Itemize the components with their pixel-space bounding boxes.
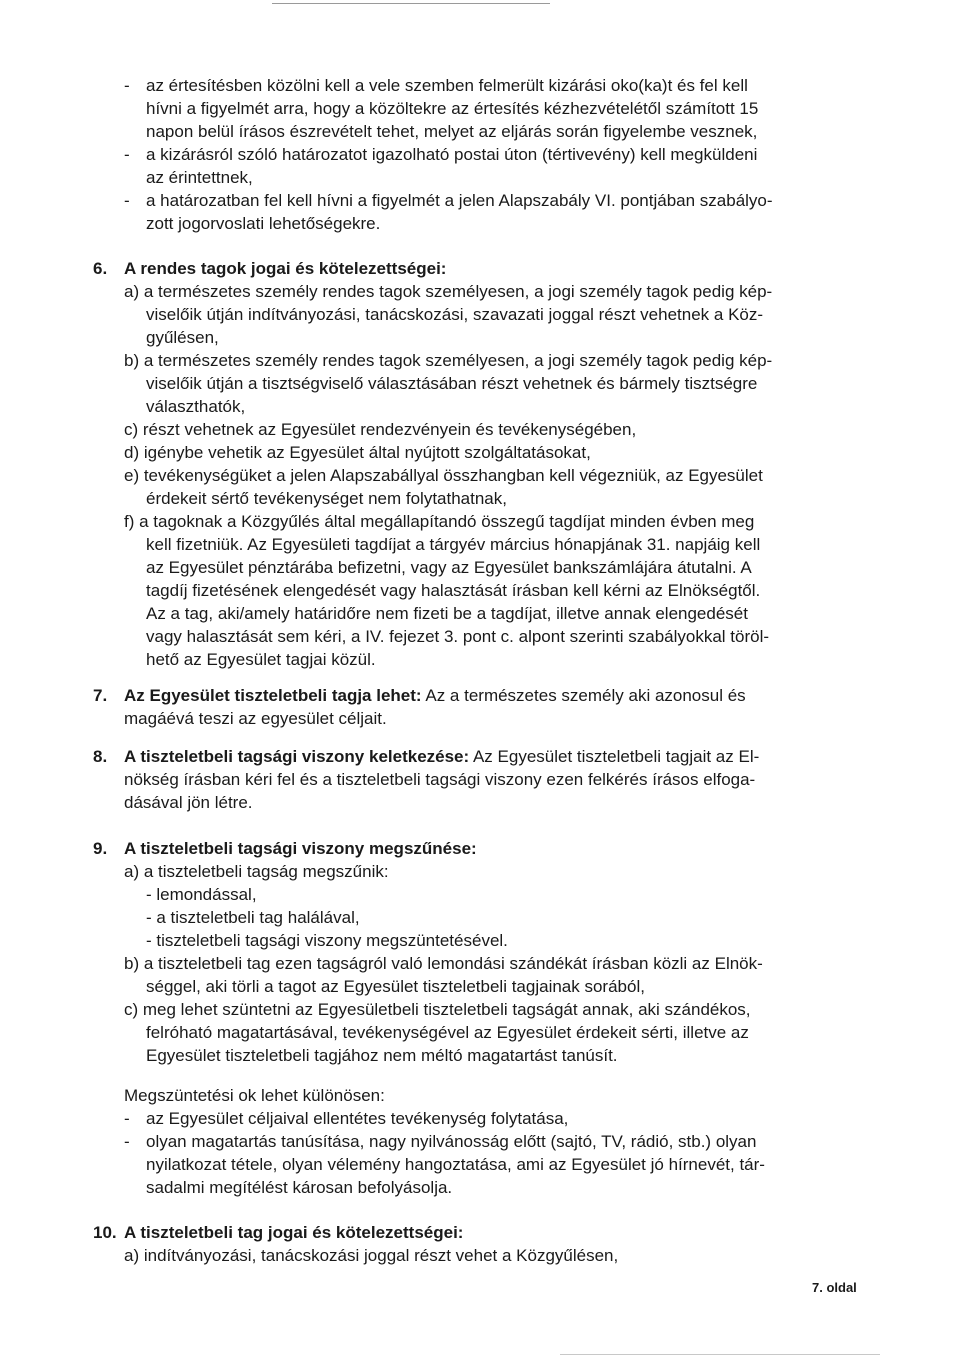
reason-line: nyilatkozat tétele, olyan vélemény hangoztatása, ami az Egyesület jó hírnevét, tár- [146, 1155, 765, 1174]
section-line: e) tevékenységüket a jelen Alapszabállyal összhangban kell végezniük, az Egyesület [124, 466, 763, 485]
section-text: Az a természetes személy aki azonosul és [421, 686, 746, 705]
section-line: felróható magatartásával, tevékenységével az Egyesület érdekeit sérti, illetve az [146, 1023, 749, 1042]
section-line: tagdíj fizetésének elengedését vagy halasztását írásban kell kérni az Elnökségtől. [146, 581, 761, 600]
section-line: c) részt vehetnek az Egyesület rendezvényein és tevékenységében, [124, 420, 637, 439]
bullet-dash: - [124, 76, 130, 95]
intro-line: zott jogorvoslati lehetőségekre. [146, 214, 381, 233]
section-line: a) a természetes személy rendes tagok személyesen, a jogi személy tagok pedig kép- [124, 282, 773, 301]
section-line: a) indítványozási, tanácskozási joggal részt vehet a Közgyűlésen, [124, 1246, 619, 1265]
bullet-dash: - [124, 1109, 130, 1128]
section-number: 10. [93, 1223, 117, 1242]
section-title: A tiszteletbeli tagsági viszony keletkezése: [124, 747, 470, 766]
reason-line: sadalmi megítélést károsan befolyásolja. [146, 1178, 453, 1197]
section-line: f) a tagoknak a Közgyűlés által megállapítandó összegű tagdíjat minden évben meg [124, 512, 755, 531]
intro-line: hívni a figyelmét arra, hogy a közöltekre az értesítés kézhezvételétől számított 15 [146, 99, 759, 118]
intro-line: a határozatban fel kell hívni a figyelmét a jelen Alapszabály VI. pontjában szabályo- [146, 191, 773, 210]
section-line: magáévá teszi az egyesület céljait. [124, 709, 387, 728]
section-line: érdekeit sértő tevékenységet nem folytathatnak, [146, 489, 507, 508]
section-line: viselőik útján indítványozási, tanácskozási, szavazati joggal részt vehetnek a Köz- [146, 305, 764, 324]
section-title: A rendes tagok jogai és kötelezettségei: [124, 259, 447, 278]
section-line: - tiszteletbeli tagsági viszony megszüntetésével. [146, 931, 508, 950]
section-line: - a tiszteletbeli tag halálával, [146, 908, 360, 927]
section-line: b) a tiszteletbeli tag ezen tagságról való lemondási szándékát írásban közli az Elnök- [124, 954, 763, 973]
section-line: Egyesület tiszteletbeli tagjához nem méltó magatartást tanúsít. [146, 1046, 618, 1065]
section-line [124, 746, 759, 768]
section-line: hető az Egyesület tagjai közül. [146, 650, 376, 669]
section-line: Az a tag, aki/amely határidőre nem fizeti be a tagdíjat, illetve annak elengedését [146, 604, 748, 623]
section-number: 9. [93, 839, 108, 858]
section-number: 6. [93, 259, 108, 278]
section-line: séggel, aki törli a tagot az Egyesület tiszteletbeli tagjainak sorából, [146, 977, 645, 996]
section-title: A tiszteletbeli tag jogai és kötelezettségei: [124, 1223, 464, 1242]
section-number: 7. [93, 686, 108, 705]
bullet-dash: - [124, 145, 130, 164]
section-line: vagy halasztását sem kéri, a IV. fejezet 3. pont c. alpont szerinti szabályokkal töröl- [146, 627, 770, 646]
bottom-rule [560, 1354, 880, 1355]
intro-line: az értesítésben közölni kell a vele szemben felmerült kizárási oko(ka)t és fel kell [146, 76, 748, 95]
section-line: dásával jön létre. [124, 793, 253, 812]
section-number: 8. [93, 747, 108, 766]
intro-line: a kizárásról szóló határozatot igazolható postai úton (tértivevény) kell megküldeni [146, 145, 758, 164]
reasons-title: Megszüntetési ok lehet különösen: [124, 1086, 385, 1105]
section-line: - lemondással, [146, 885, 257, 904]
section-title: Az Egyesület tiszteletbeli tagja lehet: [124, 686, 422, 705]
section-line: a) a tiszteletbeli tagság megszűnik: [124, 862, 389, 881]
bullet-dash: - [124, 1132, 130, 1151]
reason-line: olyan magatartás tanúsítása, nagy nyilvánosság előtt (sajtó, TV, rádió, stb.) olyan [146, 1132, 757, 1151]
reason-line: az Egyesület céljaival ellentétes tevékenység folytatása, [146, 1109, 569, 1128]
page-number: 7. oldal [812, 1280, 857, 1295]
bullet-dash: - [124, 191, 130, 210]
section-line: választhatók, [146, 397, 246, 416]
section-line: viselőik útján a tisztségviselő választásában részt vehetnek és bármely tisztségre [146, 374, 758, 393]
section-line: d) igénybe vehetik az Egyesület által nyújtott szolgáltatásokat, [124, 443, 591, 462]
section-text: Az Egyesület tiszteletbeli tagjait az El- [469, 747, 760, 766]
section-line: kell fizetniük. Az Egyesületi tagdíjat a tárgyév március hónapjának 31. napjáig kell [146, 535, 761, 554]
top-rule [272, 3, 550, 4]
section-line: b) a természetes személy rendes tagok személyesen, a jogi személy tagok pedig kép- [124, 351, 773, 370]
intro-line: az érintettnek, [146, 168, 253, 187]
section-line: gyűlésen, [146, 328, 219, 347]
section-line: az Egyesület pénztárába befizetni, vagy az Egyesület bankszámlájára átutalni. A [146, 558, 752, 577]
section-line: c) meg lehet szüntetni az Egyesületbeli tiszteletbeli tagságát annak, aki szándékos, [124, 1000, 751, 1019]
section-line [124, 685, 746, 707]
section-title: A tiszteletbeli tagsági viszony megszűnése: [124, 839, 477, 858]
intro-line: napon belül írásos észrevételt tehet, melyet az eljárás során figyelembe vesznek, [146, 122, 758, 141]
section-line: nökség írásban kéri fel és a tiszteletbeli tagsági viszony ezen felkérés írásos elfoga- [124, 770, 756, 789]
